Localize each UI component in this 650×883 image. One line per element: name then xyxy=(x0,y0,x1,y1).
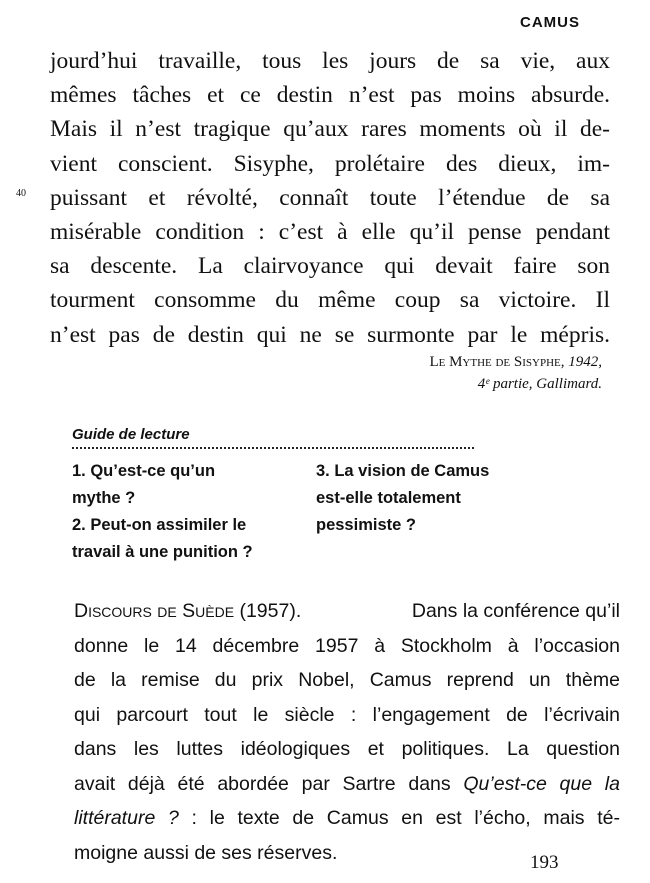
question-3-cont: est-elle totalement xyxy=(316,489,461,507)
citation-year: , 1942, xyxy=(560,354,602,370)
discours-text: avait déjà été abordée par Sartre dans xyxy=(74,772,464,795)
excerpt-line: n’est pas de destin qui ne se surmonte par le mépris. xyxy=(50,321,610,348)
excerpt-line: vient conscient. Sisyphe, prolétaire des dieux, im- xyxy=(50,150,610,177)
discours-line: qui parcourt tout le siècle : l’engagement de l’écrivain xyxy=(74,703,620,726)
book-title: Qu’est-ce que la xyxy=(463,772,620,795)
discours-line: dans les luttes idéologiques et politiques. La question xyxy=(74,738,620,760)
guide-dotted-rule xyxy=(72,447,474,449)
excerpt-line: misérable condition : c’est à elle qu’il pense pendant xyxy=(50,218,610,245)
book-title: littérature ? xyxy=(74,807,179,829)
question-1-cont: mythe ? xyxy=(72,489,136,507)
citation-line-2 xyxy=(478,374,602,395)
guide-title: Guide de lecture xyxy=(72,426,190,443)
citation-part: 4ᵉ partie, Gallimard. xyxy=(477,376,602,392)
question-1: 1. Qu’est-ce qu’un xyxy=(72,462,216,480)
page-number: 193 xyxy=(530,852,559,873)
excerpt-line: mêmes tâches et ce destin n’est pas moins absurde. xyxy=(50,82,610,109)
discours-line: de la remise du prix Nobel, Camus reprend un thème xyxy=(74,669,620,691)
running-head: CAMUS xyxy=(520,14,580,31)
discours-heading: Discours de Suède (1957). xyxy=(74,600,302,622)
excerpt-line: puissant et révolté, connaît toute l’étendue de sa xyxy=(50,184,610,211)
citation-work: Le Mythe de Sisyphe xyxy=(429,354,561,370)
discours-text: : le texte de Camus en est l’écho, mais té- xyxy=(178,807,620,829)
discours-line: donne le 14 décembre 1957 à Stockholm à l’occasion xyxy=(74,634,620,657)
guide-questions-right xyxy=(316,458,489,539)
discours-line xyxy=(74,767,620,802)
excerpt-line: tourment consomme du même coup sa victoire. Il xyxy=(50,287,610,314)
question-2: 2. Peut-on assimiler le xyxy=(72,516,247,534)
margin-line-number: 40 xyxy=(16,188,26,199)
excerpt-line: sa descente. La clairvoyance qui devait faire son xyxy=(50,253,610,280)
question-3-cont: pessimiste ? xyxy=(316,516,416,534)
discours-line: moigne aussi de ses réserves. xyxy=(74,841,338,864)
excerpt-line: jourd’hui travaille, tous les jours de sa vie, aux xyxy=(50,48,610,74)
discours-line xyxy=(74,801,620,836)
discours-text: Dans la conférence qu’il xyxy=(411,600,620,622)
guide-questions-left xyxy=(72,458,253,566)
question-2-cont: travail à une punition ? xyxy=(72,543,253,561)
citation-line-1 xyxy=(429,352,602,373)
discours-line xyxy=(74,594,620,629)
question-3: 3. La vision de Camus xyxy=(316,462,490,480)
discours-paragraph xyxy=(74,594,620,870)
excerpt-text xyxy=(50,44,610,352)
excerpt-line: Mais il n’est tragique qu’aux rares moments où il de- xyxy=(50,116,610,143)
